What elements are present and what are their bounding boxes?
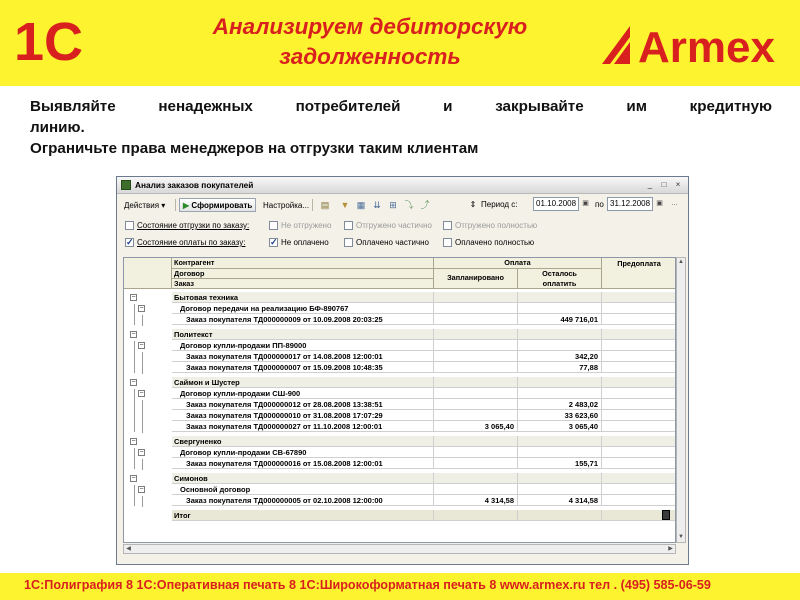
body-line-2: линию.: [30, 119, 85, 136]
cell-prepay: [602, 436, 676, 447]
cell-prepay: [602, 495, 676, 506]
tree-line: [134, 352, 135, 373]
tree-line: [142, 400, 143, 411]
period-to-label: по: [595, 200, 604, 209]
logo-armex-text: Armex: [638, 23, 775, 68]
close-button[interactable]: ×: [675, 180, 681, 189]
cell-prepay: [602, 410, 676, 421]
scroll-left-icon[interactable]: ◀: [126, 546, 131, 552]
header-dogovor: Договор: [172, 269, 434, 279]
header-oplata: Оплата: [434, 258, 602, 269]
tree-line: [142, 496, 143, 507]
selected-cell-marker[interactable]: [662, 510, 670, 520]
cell-planned: [434, 314, 518, 325]
date-from-input[interactable]: 01.10.2008: [533, 197, 579, 211]
cell-name: Итог: [172, 510, 434, 521]
window-title: Анализ заказов покупателей: [135, 180, 254, 190]
cell-planned: [434, 510, 518, 521]
toolbar-separator: [175, 199, 176, 211]
cell-remaining: [518, 484, 602, 495]
header-kontragent: Контрагент: [172, 258, 434, 269]
cell-name: Саймон и Шустер: [172, 377, 434, 388]
cell-remaining: [518, 473, 602, 484]
cell-remaining: [518, 447, 602, 458]
minimize-button[interactable]: _: [647, 180, 653, 189]
slide-title-line1: Анализируем дебиторскую: [212, 14, 528, 39]
checkbox-box: [443, 221, 452, 230]
cell-prepay: [602, 399, 676, 410]
cell-name: Свергуненко: [172, 436, 434, 447]
slide-body: [30, 96, 772, 159]
checkbox-box: [344, 238, 353, 247]
checkbox-box: [269, 221, 278, 230]
cell-prepay: [602, 447, 676, 458]
collapse-node-icon[interactable]: −: [139, 390, 144, 397]
toolbar-separator: [312, 199, 313, 211]
cell-name: Заказ покупателя ТД000000016 от 15.08.2008 12:00:01: [172, 458, 434, 469]
cell-planned: [434, 458, 518, 469]
payment-state-checkbox[interactable]: [125, 238, 245, 250]
scroll-up-icon[interactable]: ▲: [678, 259, 684, 265]
cell-name: Договор купли-продажи СВ-67890: [172, 447, 434, 458]
header-zakaz: Заказ: [172, 279, 434, 289]
cell-remaining: [518, 303, 602, 314]
cell-remaining: 3 065,40: [518, 421, 602, 432]
logo-1c: [12, 10, 124, 74]
window-app-icon: [121, 180, 131, 190]
cell-planned: [434, 410, 518, 421]
checkbox-box: [344, 221, 353, 230]
collapse-node-icon[interactable]: −: [131, 438, 136, 445]
tree-line: [142, 422, 143, 433]
footer-text: 1С:Полиграфия 8 1С:Оперативная печать 8 1С:Широкоформатная печать 8 www.armex.ru тел . (495) 585-06-59: [24, 578, 711, 592]
cell-prepay: [602, 473, 676, 484]
collapse-node-icon[interactable]: −: [131, 379, 136, 386]
period-select-button[interactable]: …: [671, 200, 678, 207]
tree-line: [134, 411, 135, 432]
cell-prepay: [602, 388, 676, 399]
cell-name: Заказ покупателя ТД000000017 от 14.08.2008 12:00:01: [172, 351, 434, 362]
cell-prepay: [602, 351, 676, 362]
tree-line: [142, 459, 143, 470]
partially-shipped-checkbox[interactable]: [344, 221, 432, 233]
cell-name: Договор передачи на реализацию БФ-890767: [172, 303, 434, 314]
shipment-state-label: Состояние отгрузки по заказу:: [137, 221, 250, 230]
partially-paid-label: Оплачено частично: [356, 238, 429, 247]
shipment-state-checkbox[interactable]: [125, 221, 249, 233]
cell-name: Заказ покупателя ТД000000012 от 28.08.2008 13:38:51: [172, 399, 434, 410]
cell-planned: 4 314,58: [434, 495, 518, 506]
payment-state-label: Состояние оплаты по заказу:: [137, 238, 246, 247]
cell-planned: [434, 399, 518, 410]
fully-shipped-checkbox[interactable]: [443, 221, 537, 233]
fully-paid-label: Оплачено полностью: [455, 238, 535, 247]
checkbox-box: [269, 238, 278, 247]
play-icon: ▶: [183, 201, 190, 210]
cell-name: Договор купли-продажи СШ-900: [172, 388, 434, 399]
tree-line: [142, 315, 143, 326]
not-paid-label: Не оплачено: [281, 238, 329, 247]
date-to-input[interactable]: 31.12.2008: [607, 197, 653, 211]
cell-remaining: 449 716,01: [518, 314, 602, 325]
cell-name: Заказ покупателя ТД000000010 от 31.08.2008 17:07:29: [172, 410, 434, 421]
partially-shipped-label: Отгружено частично: [356, 221, 432, 230]
cell-planned: [434, 377, 518, 388]
report-toolbar: [117, 195, 688, 214]
cell-prepay: [602, 377, 676, 388]
cell-prepay: [602, 292, 676, 303]
logo-armex: [600, 20, 790, 68]
cell-name: Политекст: [172, 329, 434, 340]
cell-prepay: [602, 329, 676, 340]
cell-name: Заказ покупателя ТД000000005 от 02.10.2008 12:00:00: [172, 495, 434, 506]
cell-remaining: 342,20: [518, 351, 602, 362]
cell-prepay: [602, 340, 676, 351]
cell-name: Договор купли-продажи ПП-89000: [172, 340, 434, 351]
header-predoplata: Предоплата: [602, 258, 676, 289]
report-window: [116, 176, 689, 565]
grid-icon[interactable]: ▦: [356, 200, 366, 210]
scroll-down-icon[interactable]: ▼: [678, 534, 684, 540]
cell-planned: [434, 447, 518, 458]
cell-remaining: [518, 340, 602, 351]
cell-planned: [434, 340, 518, 351]
cell-name: Симонов: [172, 473, 434, 484]
generate-button[interactable]: [179, 198, 256, 212]
fully-shipped-label: Отгружено полностью: [455, 221, 538, 230]
vertical-scrollbar[interactable]: [676, 257, 686, 543]
collapse-node-icon[interactable]: −: [131, 475, 136, 482]
period-arrows-icon[interactable]: ⇕: [469, 200, 477, 209]
cell-remaining: 4 314,58: [518, 495, 602, 506]
collapse-node-icon[interactable]: −: [131, 294, 136, 301]
tree-line: [142, 352, 143, 363]
cell-prepay: [602, 303, 676, 314]
report-filters: [117, 217, 688, 253]
tree-line: [134, 485, 135, 506]
cell-prepay: [602, 314, 676, 325]
header-ostalos: [518, 269, 602, 289]
filter-icon[interactable]: ▼: [340, 200, 350, 210]
cell-planned: [434, 473, 518, 484]
cell-planned: [434, 292, 518, 303]
generate-button-label: Сформировать: [191, 201, 253, 210]
slide-title: [140, 12, 600, 72]
not-shipped-label: Не отгружено: [281, 221, 332, 230]
checkbox-box: [125, 221, 134, 230]
collapse-icon[interactable]: ⤵: [404, 200, 414, 210]
maximize-button[interactable]: □: [661, 180, 667, 189]
cell-name: Заказ покупателя ТД000000027 от 11.10.2008 12:00:01: [172, 421, 434, 432]
settings-button[interactable]: Настройка...: [263, 201, 310, 210]
actions-menu-button[interactable]: Действия ▾: [124, 201, 166, 210]
slide-footer: [0, 573, 800, 600]
tree-line: [134, 448, 135, 469]
cell-planned: [434, 388, 518, 399]
cell-remaining: 33 623,60: [518, 410, 602, 421]
slide-header: [0, 0, 800, 86]
cell-remaining: [518, 436, 602, 447]
body-line-3: Ограничьте права менеджеров на отгрузки таким клиентам: [30, 140, 479, 157]
body-line-1: Выявляйте ненадежных потребителей и закрывайте им кредитную: [30, 98, 772, 115]
cell-name: Бытовая техника: [172, 292, 434, 303]
scroll-right-icon[interactable]: ▶: [668, 546, 673, 552]
report-table[interactable]: [123, 257, 676, 543]
cell-name: Основной договор: [172, 484, 434, 495]
cell-prepay: [602, 362, 676, 373]
window-titlebar[interactable]: [117, 177, 688, 194]
cell-remaining: [518, 388, 602, 399]
checkbox-box: [443, 238, 452, 247]
cell-prepay: [602, 421, 676, 432]
cell-remaining: [518, 377, 602, 388]
tree-line: [142, 363, 143, 374]
cell-prepay: [602, 458, 676, 469]
collapse-node-icon[interactable]: −: [139, 449, 144, 456]
expand-icon[interactable]: ⊞: [389, 200, 397, 210]
not-shipped-checkbox[interactable]: [269, 221, 331, 233]
cell-planned: [434, 329, 518, 340]
cell-planned: [434, 351, 518, 362]
cell-name: Заказ покупателя ТД000000007 от 15.09.2008 10:48:35: [172, 362, 434, 373]
calendar-icon[interactable]: ▣: [582, 200, 589, 207]
header-ostalos-line2: оплатить: [542, 279, 577, 288]
header-zaplanirovano: Запланировано: [434, 269, 518, 289]
cell-planned: 3 065,40: [434, 421, 518, 432]
clipboard-icon[interactable]: ▤: [320, 200, 330, 210]
cell-remaining: 2 483,02: [518, 399, 602, 410]
slide-title-line2: задолженность: [279, 44, 461, 69]
logo-1c-text: 1С: [14, 12, 84, 72]
period-label: Период с:: [481, 200, 518, 209]
cell-planned: [434, 436, 518, 447]
cell-remaining: [518, 510, 602, 521]
sort-down-icon[interactable]: ⇊: [373, 200, 381, 210]
cell-name: Заказ покупателя ТД000000009 от 10.09.2008 20:03:25: [172, 314, 434, 325]
tree-line: [134, 304, 135, 325]
cell-planned: [434, 303, 518, 314]
collapse-node-icon[interactable]: −: [131, 331, 136, 338]
collapse-node-icon[interactable]: −: [139, 305, 144, 312]
cell-remaining: [518, 292, 602, 303]
cell-prepay: [602, 484, 676, 495]
tree-line: [142, 411, 143, 422]
fully-paid-checkbox[interactable]: [443, 238, 534, 250]
not-paid-checkbox[interactable]: [269, 238, 329, 250]
cell-planned: [434, 362, 518, 373]
partially-paid-checkbox[interactable]: [344, 238, 429, 250]
collapse-node-icon[interactable]: −: [139, 342, 144, 349]
header-ostalos-line1: Осталось: [542, 269, 577, 278]
arrows-icon[interactable]: ⤴: [420, 200, 430, 210]
collapse-node-icon[interactable]: −: [139, 486, 144, 493]
checkbox-box: [125, 238, 134, 247]
horizontal-scrollbar[interactable]: [123, 544, 676, 554]
cell-remaining: 77,88: [518, 362, 602, 373]
cell-remaining: [518, 329, 602, 340]
cell-remaining: 155,71: [518, 458, 602, 469]
calendar-icon[interactable]: ▣: [656, 200, 663, 207]
cell-planned: [434, 484, 518, 495]
tree-header-cell: [124, 258, 172, 289]
